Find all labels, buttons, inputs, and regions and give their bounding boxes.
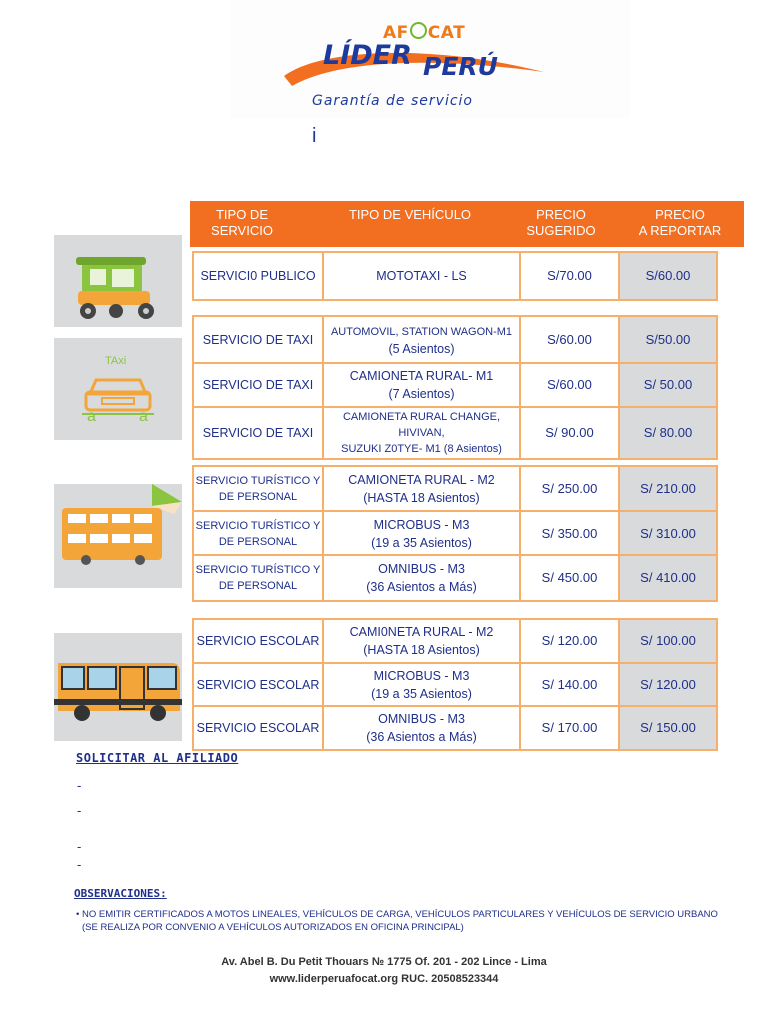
cell-vehicle: CAMIONETA RURAL - M2 (HASTA 18 Asientos) (324, 467, 521, 510)
cell-vehicle: CAMI0NETA RURAL - M2 (HASTA 18 Asientos) (324, 620, 521, 662)
cell-suggested-price: S/ 350.00 (521, 512, 620, 555)
cell-service: SERVICIO DE TAXI (194, 317, 324, 362)
cell-vehicle: CAMIONETA RURAL CHANGE, HIVIVAN, SUZUKI Z0TYE- M1 (8 Asientos) (324, 408, 521, 458)
group-escolar (192, 618, 718, 751)
table-row (194, 554, 716, 600)
observaciones-title: OBSERVACIONES: (74, 887, 167, 900)
cell-service: SERVICIO TURÍSTICO Y DE PERSONAL (194, 467, 324, 510)
observaciones-line: (SE REALIZA POR CONVENIO A VEHÍCULOS AUTORIZADOS EN OFICINA PRINCIPAL) (82, 922, 464, 933)
cell-service: SERVICIO ESCOLAR (194, 620, 324, 662)
cell-suggested-price: S/ 170.00 (521, 707, 620, 749)
group-mototaxi (192, 251, 718, 301)
header-precio-sugerido: PRECIO SUGERIDO (526, 207, 596, 238)
cell-report-price: S/60.00 (620, 253, 716, 299)
cell-service: SERVICIO TURÍSTICO Y DE PERSONAL (194, 556, 324, 600)
cell-report-price: S/ 100.00 (620, 620, 716, 662)
cell-vehicle: CAMIONETA RURAL- M1 (7 Asientos) (324, 364, 521, 406)
solicitar-item: - (77, 803, 82, 818)
school-bus-tile (54, 633, 182, 741)
solicitar-item: - (77, 839, 82, 854)
cell-suggested-price: S/ 120.00 (521, 620, 620, 662)
school-bus-icon (54, 633, 182, 741)
cell-report-price: S/ 80.00 (620, 408, 716, 458)
mototaxi-tile (54, 235, 182, 327)
solicitar-item: - (77, 857, 82, 872)
logo-lider: LÍDER (323, 40, 412, 71)
cell-suggested-price: S/ 90.00 (521, 408, 620, 458)
table-row (194, 510, 716, 555)
group-turistico (192, 465, 718, 602)
taxi-sign-label: TAxi (105, 355, 127, 367)
stray-char: i (312, 125, 317, 147)
taxi-wheel-left: a (87, 408, 96, 425)
cell-vehicle: MICROBUS - M3 (19 a 35 Asientos) (324, 664, 521, 706)
table-row (194, 467, 716, 510)
table-row (194, 620, 716, 662)
cell-report-price: S/ 310.00 (620, 512, 716, 555)
table-header (190, 201, 744, 247)
cell-suggested-price: S/ 450.00 (521, 556, 620, 600)
cell-vehicle: MOTOTAXI - LS (324, 253, 521, 299)
table-row (194, 317, 716, 362)
cell-service: SERVICIO DE TAXI (194, 408, 324, 458)
cell-report-price: S/50.00 (620, 317, 716, 362)
header-tipo-servicio: TIPO DE SERVICIO (211, 207, 273, 238)
cell-report-price: S/ 120.00 (620, 664, 716, 706)
cell-suggested-price: S/60.00 (521, 364, 620, 406)
taxi-wheel-right: a (139, 408, 148, 425)
table-row (194, 705, 716, 749)
cell-service: SERVICIO ESCOLAR (194, 707, 324, 749)
cell-report-price: S/ 50.00 (620, 364, 716, 406)
cell-suggested-price: S/ 140.00 (521, 664, 620, 706)
table-row (194, 253, 716, 299)
cell-report-price: S/ 150.00 (620, 707, 716, 749)
cell-service: SERVICIO DE TAXI (194, 364, 324, 406)
header-tipo-vehiculo: TIPO DE VEHÍCULO (348, 207, 472, 222)
cell-report-price: S/ 410.00 (620, 556, 716, 600)
tourist-bus-icon (54, 484, 182, 588)
cell-report-price: S/ 210.00 (620, 467, 716, 510)
cell-service: SERVICIO TURÍSTICO Y DE PERSONAL (194, 512, 324, 555)
taxi-icon (54, 338, 182, 440)
tourist-bus-tile (54, 484, 182, 588)
logo-afocat: AF CAT (383, 23, 466, 43)
footer-address: Av. Abel B. Du Petit Thouars № 1775 Of. 201 - 202 Lince - Lima (221, 956, 547, 968)
group-taxi (192, 315, 718, 460)
table-row (194, 362, 716, 406)
cell-suggested-price: S/ 250.00 (521, 467, 620, 510)
solicitar-item: - (77, 778, 82, 793)
cell-vehicle: OMNIBUS - M3 (36 Asientos a Más) (324, 707, 521, 749)
cell-service: SERVICIO ESCOLAR (194, 664, 324, 706)
cell-vehicle: AUTOMOVIL, STATION WAGON-M1 (5 Asientos) (324, 317, 521, 362)
cell-vehicle: OMNIBUS - M3 (36 Asientos a Más) (324, 556, 521, 600)
cell-service: SERVICI0 PUBLICO (194, 253, 324, 299)
cell-suggested-price: S/70.00 (521, 253, 620, 299)
table-row (194, 406, 716, 458)
table-row (194, 662, 716, 706)
solicitar-title: SOLICITAR AL AFILIADO (76, 751, 239, 765)
cell-vehicle: MICROBUS - M3 (19 a 35 Asientos) (324, 512, 521, 555)
cell-suggested-price: S/60.00 (521, 317, 620, 362)
footer-web: www.liderperuafocat.org RUC. 20508523344 (269, 973, 499, 985)
observaciones-line: • NO EMITIR CERTIFICADOS A MOTOS LINEALES, VEHÍCULOS DE CARGA, VEHÍCULOS PARTICULARES Y VEHÍCULOS DE SERVICIO URBANO (76, 909, 718, 920)
header-precio-reportar: PRECIO A REPORTAR (638, 207, 722, 238)
taxi-tile (54, 338, 182, 440)
mototaxi-icon (54, 235, 182, 327)
logo-peru: PERÚ (423, 52, 498, 81)
logo-tagline: Garantía de servicio (312, 93, 473, 109)
